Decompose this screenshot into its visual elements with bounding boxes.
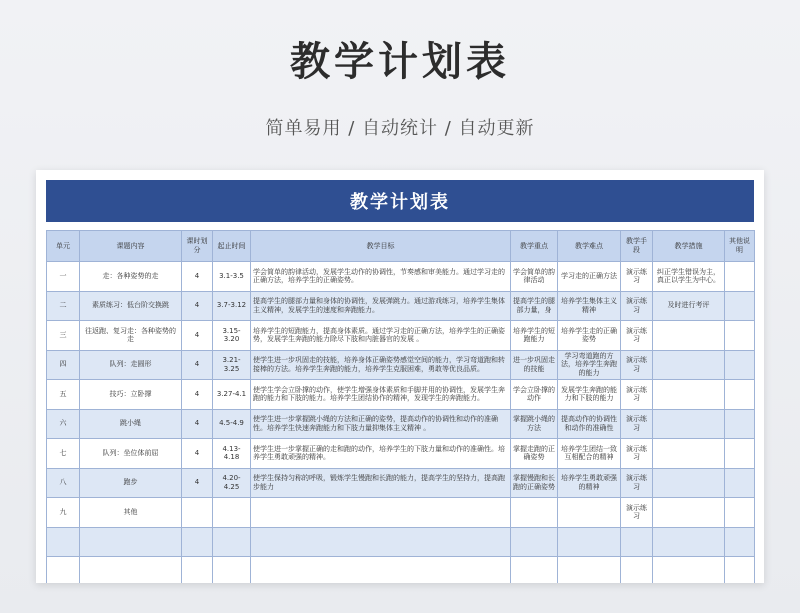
cell-key[interactable]: 进一步巩固走的技能 [511,350,558,380]
cell-topic[interactable]: 队列：坐位体前屈 [80,439,182,469]
cell-means[interactable]: 演示练习 [621,439,653,469]
sheet-title: 教学计划表 [46,180,754,222]
table-row [47,557,755,584]
header-cell[interactable]: 课题内容 [80,231,182,262]
header-cell[interactable]: 单元 [47,231,80,262]
cell-topic[interactable]: 走：各种姿势的走 [80,262,182,292]
cell-unit[interactable] [47,557,80,584]
cell-difficulty[interactable] [558,498,621,528]
cell-goal[interactable]: 提高学生的腿部力量和身体的协调性，发展弹跳力。通过游戏练习，培养学生集体主义精神，发展学生的速度和奔跑能力。 [251,291,511,321]
cell-measures[interactable] [653,468,725,498]
table-row [47,468,755,498]
cell-hours[interactable]: 4 [182,321,213,351]
header-cell[interactable]: 起止时间 [213,231,251,262]
cell-goal[interactable]: 使学生进一步掌握跳小绳的方法和正确的姿势，提高动作的协调性和动作的准确性。培养学生快速奔跑能力和下肢力量抑集体主义精神 。 [251,409,511,439]
cell-hours[interactable] [182,498,213,528]
cell-goal[interactable]: 使学生学会立卧撑的动作，使学生增强身体素质和手脚并用的协调性，发展学生奔跑的能力和下肢的能力。培养学生团结协作的精神，发现学生的奔跑能力。 [251,380,511,410]
cell-goal[interactable] [251,527,511,557]
cell-unit[interactable]: 九 [47,498,80,528]
header-cell[interactable]: 教学措施 [653,231,725,262]
cell-measures[interactable] [653,498,725,528]
cell-unit[interactable]: 七 [47,439,80,469]
cell-key[interactable] [511,557,558,584]
cell-difficulty[interactable]: 学习弯道跑的方法，培养学生奔跑的能力 [558,350,621,380]
header-cell[interactable]: 教学重点 [511,231,558,262]
cell-notes[interactable] [725,439,755,469]
plan-table [46,230,755,583]
cell-goal[interactable] [251,498,511,528]
table-row [47,262,755,292]
cell-means[interactable]: 演示练习 [621,498,653,528]
table-row [47,527,755,557]
cell-goal[interactable] [251,557,511,584]
cell-measures[interactable] [653,409,725,439]
cell-difficulty[interactable]: 提高动作的协调性和动作的准确性 [558,409,621,439]
cell-hours[interactable]: 4 [182,350,213,380]
cell-unit[interactable]: 三 [47,321,80,351]
cell-key[interactable]: 掌握走跑的正确姿势 [511,439,558,469]
table-row [47,439,755,469]
table-row [47,409,755,439]
cell-notes[interactable] [725,409,755,439]
page-title: 教学计划表 [290,39,510,85]
cell-topic[interactable]: 技巧：立卧撑 [80,380,182,410]
cell-difficulty[interactable]: 学习走的正确方法 [558,262,621,292]
cell-notes[interactable] [725,350,755,380]
cell-measures[interactable]: 及时进行考评 [653,291,725,321]
cell-notes[interactable] [725,498,755,528]
cell-hours[interactable] [182,527,213,557]
cell-topic[interactable]: 跳小绳 [80,409,182,439]
header-cell[interactable]: 教学目标 [251,231,511,262]
cell-key[interactable]: 学会简单的韵律活动 [511,262,558,292]
cell-key[interactable]: 掌握慢跑和长跑的正确姿势 [511,468,558,498]
cell-key[interactable]: 提高学生的腿部力量，身 [511,291,558,321]
cell-key[interactable] [511,527,558,557]
page-subtitle: 简单易用 / 自动统计 / 自动更新 [265,118,535,139]
cell-measures[interactable] [653,321,725,351]
cell-dates[interactable]: 3.21-3.25 [213,350,251,380]
cell-unit[interactable]: 六 [47,409,80,439]
cell-means[interactable]: 演示练习 [621,350,653,380]
cell-measures[interactable] [653,439,725,469]
cell-topic[interactable]: 其他 [80,498,182,528]
cell-difficulty[interactable]: 培养学生团结一致互相配合的精神 [558,439,621,469]
header-row [47,231,755,262]
table-row [47,321,755,351]
cell-goal[interactable]: 使学生保持匀称的呼吸，锻炼学生慢跑和长跑的能力，提高学生的坚持力，提高跑步能力 [251,468,511,498]
cell-notes[interactable] [725,527,755,557]
cell-key[interactable]: 培养学生的短跑能力 [511,321,558,351]
cell-measures[interactable] [653,380,725,410]
header-cell[interactable]: 其他说明 [725,231,755,262]
cell-notes[interactable] [725,291,755,321]
cell-unit[interactable]: 一 [47,262,80,292]
cell-means[interactable]: 演示练习 [621,321,653,351]
cell-hours[interactable]: 4 [182,262,213,292]
cell-means[interactable] [621,557,653,584]
table-row [47,498,755,528]
cell-notes[interactable] [725,468,755,498]
cell-means[interactable]: 演示练习 [621,468,653,498]
header-cell[interactable]: 教学手段 [621,231,653,262]
cell-measures[interactable] [653,557,725,584]
cell-unit[interactable]: 二 [47,291,80,321]
header-cell[interactable]: 教学难点 [558,231,621,262]
cell-dates[interactable] [213,498,251,528]
table-row [47,291,755,321]
cell-hours[interactable] [182,557,213,584]
cell-measures[interactable] [653,350,725,380]
cell-dates[interactable]: 4.20-4.25 [213,468,251,498]
cell-topic[interactable]: 队列：走圆形 [80,350,182,380]
cell-goal[interactable]: 使学生进一步巩固走的技能，培养身体正确姿势感觉空间的能力，学习弯道跑和转接棒的方法。培养学生奔跑的能力，培养学生克服困难，勇敢等优良品质。 [251,350,511,380]
cell-hours[interactable]: 4 [182,291,213,321]
cell-difficulty[interactable]: 发展学生奔跑的能力和下肢的能力 [558,380,621,410]
cell-unit[interactable]: 八 [47,468,80,498]
cell-means[interactable]: 演示练习 [621,291,653,321]
cell-goal[interactable]: 使学生进一步掌握正确的走和跑的动作，培养学生的下肢力量和动作的准确性。培养学生勇敢顽强的精神。 [251,439,511,469]
cell-measures[interactable]: 纠正学生错误为主，真正以学生为中心。 [653,262,725,292]
cell-topic[interactable] [80,557,182,584]
cell-notes[interactable] [725,321,755,351]
cell-notes[interactable] [725,557,755,584]
cell-unit[interactable] [47,527,80,557]
spreadsheet-card [36,170,764,583]
cell-difficulty[interactable]: 培养学生走的正确姿势 [558,321,621,351]
cell-difficulty[interactable]: 培养学生集体主义精神 [558,291,621,321]
cell-hours[interactable]: 4 [182,380,213,410]
cell-dates[interactable]: 3.15-3.20 [213,321,251,351]
cell-dates[interactable]: 4.5-4.9 [213,409,251,439]
cell-topic[interactable]: 跑步 [80,468,182,498]
cell-unit[interactable]: 五 [47,380,80,410]
cell-key[interactable]: 学会立卧撑的动作 [511,380,558,410]
cell-measures[interactable] [653,527,725,557]
cell-notes[interactable] [725,262,755,292]
cell-hours[interactable]: 4 [182,439,213,469]
cell-hours[interactable]: 4 [182,468,213,498]
header-cell[interactable]: 课时划分 [182,231,213,262]
cell-dates[interactable]: 3.27-4.1 [213,380,251,410]
cell-dates[interactable] [213,527,251,557]
table-row [47,380,755,410]
cell-goal[interactable]: 培养学生的短跑能力，提高身体素质。通过学习走的正确方法，培养学生的正确姿势，发展学生奔跑的能力除尽下肢和内脏器官的发展 。 [251,321,511,351]
cell-dates[interactable]: 4.13-4.18 [213,439,251,469]
cell-difficulty[interactable] [558,557,621,584]
cell-goal[interactable]: 学会简单的韵律活动，发展学生动作的协调性，节奏感和审美能力。通过学习走的正确方法，培养学生的正确姿势。 [251,262,511,292]
cell-means[interactable]: 演示练习 [621,409,653,439]
table-row [47,350,755,380]
cell-dates[interactable]: 3.7-3.12 [213,291,251,321]
cell-topic[interactable]: 往返跑、复习走：各种姿势的走 [80,321,182,351]
cell-dates[interactable]: 3.1-3.5 [213,262,251,292]
cell-topic[interactable]: 素质练习：低台阶交换跳 [80,291,182,321]
cell-notes[interactable] [725,380,755,410]
cell-difficulty[interactable]: 培养学生勇敢顽强的精神 [558,468,621,498]
cell-key[interactable]: 掌握跳小绳的方法 [511,409,558,439]
cell-unit[interactable]: 四 [47,350,80,380]
cell-topic[interactable] [80,527,182,557]
cell-means[interactable]: 演示练习 [621,380,653,410]
cell-dates[interactable] [213,557,251,584]
cell-means[interactable]: 演示练习 [621,262,653,292]
cell-difficulty[interactable] [558,527,621,557]
cell-means[interactable] [621,527,653,557]
cell-hours[interactable]: 4 [182,409,213,439]
cell-key[interactable] [511,498,558,528]
